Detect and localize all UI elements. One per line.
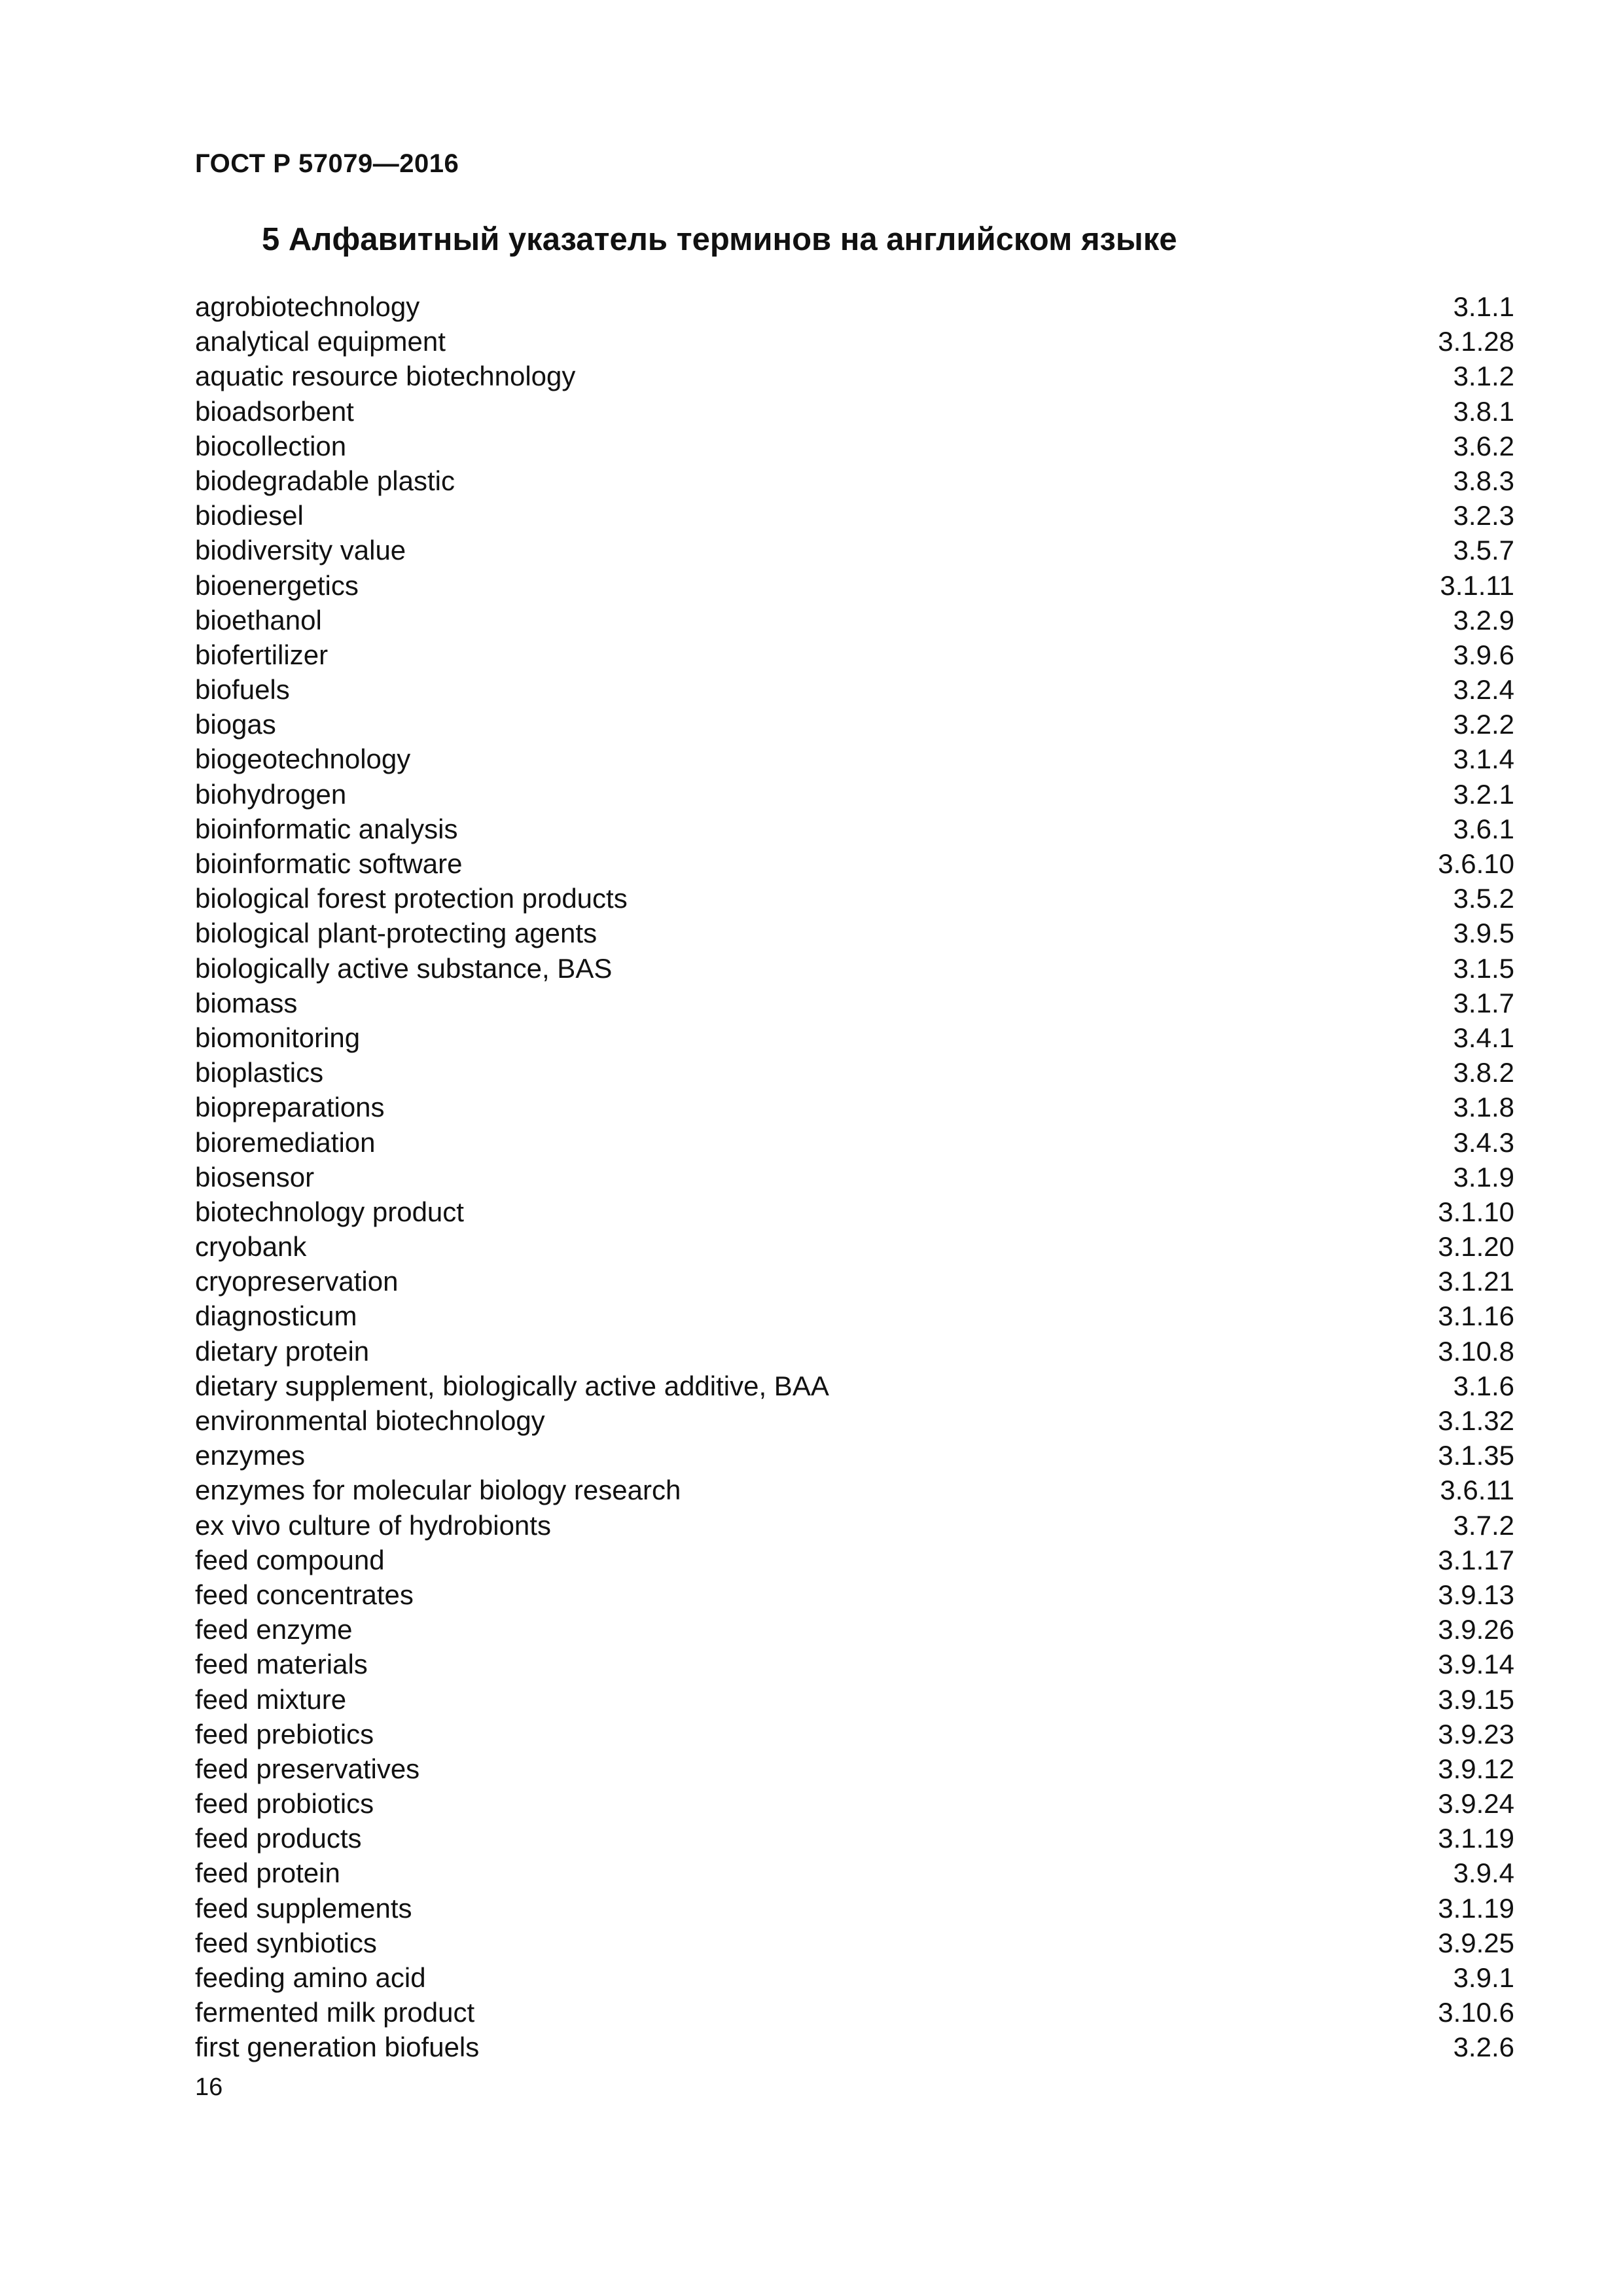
index-ref: 3.1.35: [1438, 1440, 1514, 1471]
index-row: [195, 742, 1514, 776]
index-ref: 3.1.19: [1438, 1823, 1514, 1854]
index-term: analytical equipment: [195, 326, 446, 357]
index-ref: 3.1.5: [1453, 952, 1514, 984]
index-term: biotechnology product: [195, 1196, 464, 1227]
index-term: feed mixture: [195, 1683, 347, 1715]
index-term: biomonitoring: [195, 1022, 361, 1053]
index-row: [195, 881, 1514, 916]
index-ref: 3.1.28: [1438, 326, 1514, 357]
index-ref: 3.1.21: [1438, 1266, 1514, 1297]
index-row: [195, 1821, 1514, 1856]
index-row: [195, 1369, 1514, 1403]
index-row: [195, 637, 1514, 672]
term-index-list: [195, 289, 1514, 2065]
index-term: agrobiotechnology: [195, 291, 420, 322]
index-row: [195, 1717, 1514, 1751]
index-term: fermented milk product: [195, 1997, 475, 2028]
index-row: [195, 846, 1514, 881]
index-row: [195, 359, 1514, 393]
index-row: [195, 463, 1514, 498]
index-ref: 3.9.14: [1438, 1649, 1514, 1680]
index-row: [195, 1473, 1514, 1507]
index-row: [195, 916, 1514, 950]
index-ref: 3.9.5: [1453, 918, 1514, 949]
index-term: biocollection: [195, 430, 347, 461]
index-ref: 3.1.6: [1453, 1370, 1514, 1401]
index-row: [195, 1438, 1514, 1473]
index-row: [195, 1682, 1514, 1717]
section-title: 5 Алфавитный указатель терминов на английском языке: [262, 222, 1177, 257]
index-ref: 3.4.1: [1453, 1022, 1514, 1053]
index-row: [195, 1891, 1514, 1926]
index-ref: 3.4.3: [1453, 1126, 1514, 1158]
index-row: [195, 1160, 1514, 1194]
index-ref: 3.10.6: [1438, 1997, 1514, 2028]
index-ref: 3.1.20: [1438, 1231, 1514, 1263]
index-row: [195, 1508, 1514, 1543]
index-row: [195, 1612, 1514, 1647]
index-ref: 3.6.10: [1438, 848, 1514, 879]
page-number: 16: [195, 2073, 223, 2101]
index-term: bioinformatic software: [195, 848, 463, 879]
index-term: biodiversity value: [195, 535, 406, 566]
index-term: enzymes: [195, 1440, 306, 1471]
index-row: [195, 1856, 1514, 1890]
index-term: bioadsorbent: [195, 395, 354, 427]
index-term: feed supplements: [195, 1892, 412, 1924]
index-ref: 3.7.2: [1453, 1509, 1514, 1541]
index-row: [195, 1403, 1514, 1438]
index-row: [195, 951, 1514, 986]
page-header-standard-code: ГОСТ Р 57079—2016: [195, 149, 459, 178]
index-ref: 3.9.23: [1438, 1718, 1514, 1749]
index-term: feed probiotics: [195, 1788, 374, 1820]
index-ref: 3.1.2: [1453, 361, 1514, 392]
index-term: dietary protein: [195, 1335, 370, 1367]
index-ref: 3.8.1: [1453, 395, 1514, 427]
index-term: biological forest protection products: [195, 883, 628, 914]
index-term: bioremediation: [195, 1126, 376, 1158]
index-term: enzymes for molecular biology research: [195, 1475, 681, 1506]
index-ref: 3.1.7: [1453, 987, 1514, 1018]
index-term: biodegradable plastic: [195, 465, 455, 496]
index-ref: 3.1.16: [1438, 1300, 1514, 1332]
index-row: [195, 289, 1514, 324]
index-row: [195, 1577, 1514, 1612]
index-term: aquatic resource biotechnology: [195, 361, 576, 392]
index-row: [195, 1786, 1514, 1821]
index-row: [195, 1926, 1514, 1960]
index-ref: 3.1.11: [1440, 569, 1514, 601]
index-ref: 3.2.1: [1453, 778, 1514, 810]
index-ref: 3.9.1: [1453, 1962, 1514, 1993]
index-row: [195, 1543, 1514, 1577]
index-row: [195, 394, 1514, 429]
index-term: biologically active substance, BAS: [195, 952, 613, 984]
index-ref: 3.9.25: [1438, 1927, 1514, 1958]
index-term: feed preservatives: [195, 1753, 420, 1784]
index-row: [195, 1751, 1514, 1786]
index-ref: 3.9.4: [1453, 1857, 1514, 1889]
index-ref: 3.2.4: [1453, 674, 1514, 706]
index-ref: 3.6.11: [1440, 1475, 1514, 1506]
index-row: [195, 1229, 1514, 1264]
index-row: [195, 1055, 1514, 1090]
index-ref: 3.9.13: [1438, 1579, 1514, 1610]
index-term: feed protein: [195, 1857, 340, 1889]
index-row: [195, 1090, 1514, 1124]
index-ref: 3.8.2: [1453, 1057, 1514, 1088]
index-ref: 3.1.17: [1438, 1544, 1514, 1575]
index-ref: 3.1.4: [1453, 744, 1514, 775]
index-term: biofertilizer: [195, 639, 329, 670]
index-row: [195, 2030, 1514, 2064]
index-ref: 3.1.32: [1438, 1405, 1514, 1436]
index-term: dietary supplement, biologically active additive, BAA: [195, 1370, 829, 1401]
index-term: biosensor: [195, 1161, 315, 1193]
index-ref: 3.9.24: [1438, 1788, 1514, 1820]
index-term: biogeotechnology: [195, 744, 411, 775]
index-term: cryopreservation: [195, 1266, 399, 1297]
index-ref: 3.1.8: [1453, 1092, 1514, 1123]
index-row: [195, 1995, 1514, 2030]
index-row: [195, 1125, 1514, 1160]
index-ref: 3.2.9: [1453, 604, 1514, 636]
index-term: bioenergetics: [195, 569, 359, 601]
index-row: [195, 707, 1514, 742]
index-row: [195, 1960, 1514, 1995]
index-ref: 3.6.2: [1453, 430, 1514, 461]
index-row: [195, 533, 1514, 567]
index-row: [195, 672, 1514, 707]
index-term: feed products: [195, 1823, 362, 1854]
index-ref: 3.2.6: [1453, 2032, 1514, 2063]
index-term: diagnosticum: [195, 1300, 357, 1332]
index-term: feed concentrates: [195, 1579, 414, 1610]
index-term: first generation biofuels: [195, 2032, 480, 2063]
index-row: [195, 1647, 1514, 1681]
index-term: feed materials: [195, 1649, 368, 1680]
index-row: [195, 812, 1514, 846]
index-row: [195, 1020, 1514, 1055]
index-row: [195, 498, 1514, 533]
index-term: biomass: [195, 987, 298, 1018]
index-row: [195, 568, 1514, 603]
index-term: biological plant-protecting agents: [195, 918, 597, 949]
index-term: bioethanol: [195, 604, 322, 636]
index-ref: 3.1.10: [1438, 1196, 1514, 1227]
index-term: biodiesel: [195, 500, 304, 531]
index-ref: 3.8.3: [1453, 465, 1514, 496]
index-term: bioplastics: [195, 1057, 324, 1088]
index-term: feed prebiotics: [195, 1718, 374, 1749]
index-ref: 3.2.3: [1453, 500, 1514, 531]
index-ref: 3.9.6: [1453, 639, 1514, 670]
index-ref: 3.2.2: [1453, 709, 1514, 740]
index-term: feeding amino acid: [195, 1962, 426, 1993]
index-row: [195, 777, 1514, 812]
index-row: [195, 1299, 1514, 1333]
index-ref: 3.5.2: [1453, 883, 1514, 914]
index-ref: 3.1.1: [1453, 291, 1514, 322]
index-ref: 3.5.7: [1453, 535, 1514, 566]
index-term: biofuels: [195, 674, 290, 706]
index-row: [195, 1194, 1514, 1229]
index-term: biopreparations: [195, 1092, 385, 1123]
index-ref: 3.1.19: [1438, 1892, 1514, 1924]
index-row: [195, 1334, 1514, 1369]
index-row: [195, 429, 1514, 463]
index-ref: 3.9.15: [1438, 1683, 1514, 1715]
index-term: cryobank: [195, 1231, 307, 1263]
index-ref: 3.9.12: [1438, 1753, 1514, 1784]
index-row: [195, 1264, 1514, 1299]
index-term: feed enzyme: [195, 1614, 353, 1645]
index-row: [195, 324, 1514, 359]
index-row: [195, 986, 1514, 1020]
index-term: feed synbiotics: [195, 1927, 377, 1958]
index-term: biohydrogen: [195, 778, 347, 810]
index-term: ex vivo culture of hydrobionts: [195, 1509, 551, 1541]
index-ref: 3.10.8: [1438, 1335, 1514, 1367]
index-term: biogas: [195, 709, 276, 740]
index-term: bioinformatic analysis: [195, 813, 458, 844]
index-term: environmental biotechnology: [195, 1405, 545, 1436]
index-term: feed compound: [195, 1544, 385, 1575]
index-row: [195, 603, 1514, 637]
index-ref: 3.9.26: [1438, 1614, 1514, 1645]
index-ref: 3.6.1: [1453, 813, 1514, 844]
index-ref: 3.1.9: [1453, 1161, 1514, 1193]
